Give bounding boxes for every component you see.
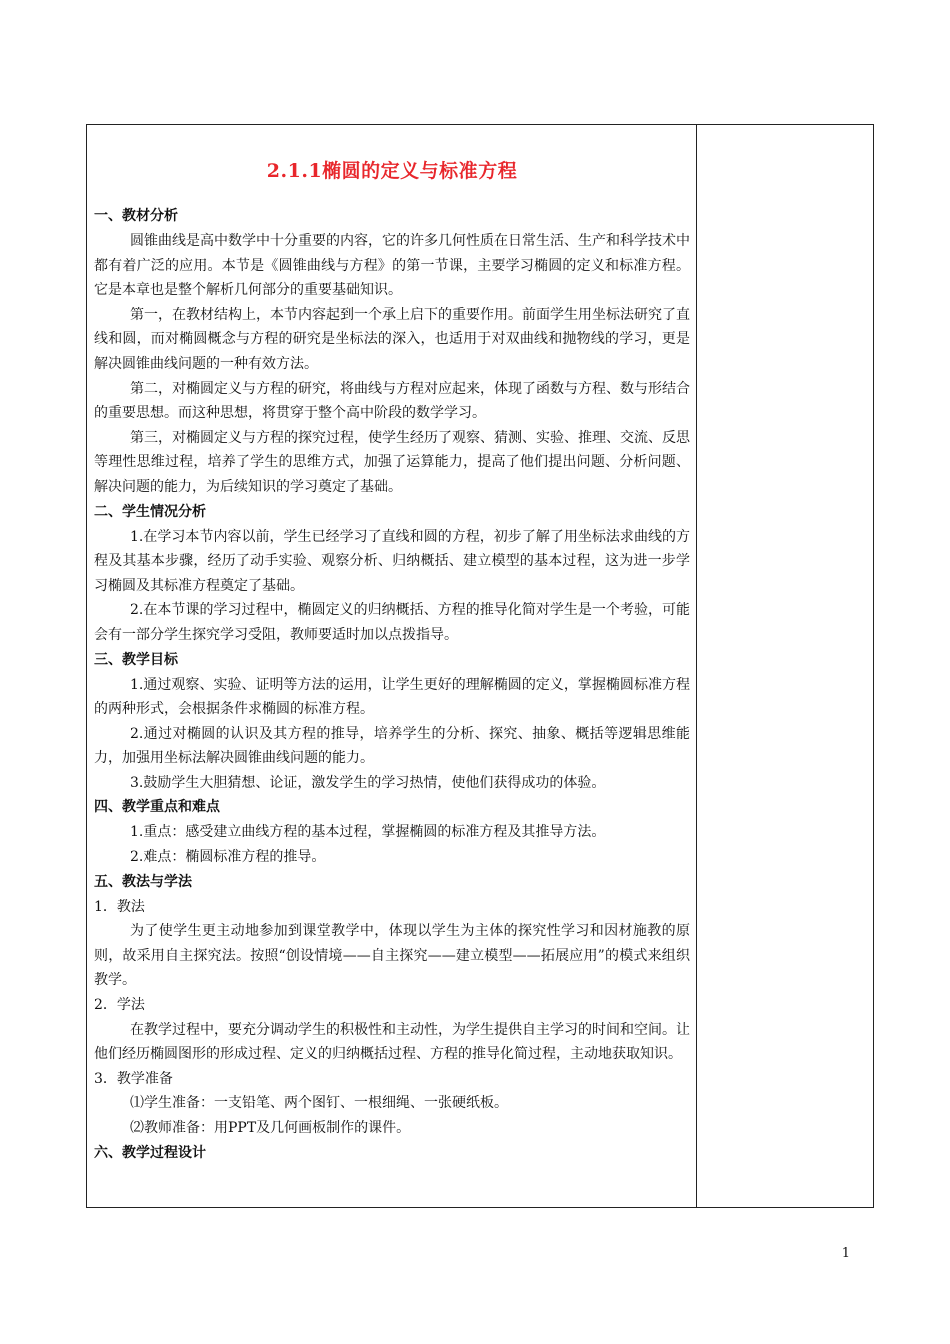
subheading: 2．学法 — [94, 997, 145, 1014]
main-cell — [94, 150, 690, 1166]
paragraph: 第三，对椭圆定义与方程的探究过程，使学生经历了观察、猜测、实验、推理、交流、反思等理性思维过程，培养了学生的思维方式，加强了运算能力，提高了他们提出问题、分析问题、解决问题的能力，为后续知识的学习奠定了基础。 — [94, 429, 690, 495]
subheading: 3．教学准备 — [94, 1070, 173, 1087]
column-divider — [696, 124, 697, 1208]
paragraph: 1.在学习本节内容以前，学生已经学习了直线和圆的方程，初步了解了用坐标法求曲线的方程及其基本步骤，经历了动手实验、观察分析、归纳概括、建立模型的基本过程，这为进一步学习椭圆及其标准方程奠定了基础。 — [94, 528, 690, 594]
paragraph: 3.鼓励学生大胆猜想、论证，激发学生的学习热情，使他们获得成功的体验。 — [130, 774, 606, 791]
section-heading-goals: 三、教学目标 — [94, 651, 178, 668]
paragraph: ⑵教师准备：用PPT及几何画板制作的课件。 — [130, 1120, 411, 1136]
section-heading-textbook: 一、教材分析 — [94, 208, 178, 224]
section-heading-students: 二、学生情况分析 — [94, 503, 206, 520]
paragraph: 在教学过程中，要充分调动学生的积极性和主动性，为学生提供自主学习的时间和空间。让他们经历椭圆图形的形成过程、定义的归纳概括过程、方程的推导化简过程，主动地获取知识。 — [94, 1021, 690, 1063]
paragraph: 2.难点：椭圆标准方程的推导。 — [130, 849, 326, 866]
paragraph: 圆锥曲线是高中数学中十分重要的内容，它的许多几何性质在日常生活、生产和科学技术中都有着广泛的应用。本节是《圆锥曲线与方程》的第一节课，主要学习椭圆的定义和标准方程。它是本章也是整个解析几何部分的重要基础知识。 — [94, 233, 690, 299]
paragraph: 2.在本节课的学习过程中，椭圆定义的归纳概括、方程的推导化简对学生是一个考验，可能会有一部分学生探究学习受阻，教师要适时加以点拨指导。 — [94, 602, 690, 643]
section-heading-methods: 五、教法与学法 — [94, 873, 192, 890]
paragraph: 第一，在教材结构上，本节内容起到一个承上启下的重要作用。前面学生用坐标法研究了直线和圆，而对椭圆概念与方程的研究是坐标法的深入，也适用于对双曲线和抛物线的学习，更是解决圆锥曲线问题的一种有效方法。 — [94, 306, 690, 372]
section-heading-process: 六、教学过程设计 — [94, 1144, 206, 1161]
paragraph: 为了使学生更主动地参加到课堂教学中，体现以学生为主体的探究性学习和因材施教的原则，故采用自主探究法。按照“创设情境——自主探究——建立模型——拓展应用”的模式来组织教学。 — [94, 923, 690, 989]
page-title: 2.1.1椭圆的定义与标准方程 — [266, 160, 518, 182]
paragraph: 2.通过对椭圆的认识及其方程的推导，培养学生的分析、探究、抽象、概括等逻辑思维能力，加强用坐标法解决圆锥曲线问题的能力。 — [94, 725, 690, 767]
paragraph: 第二，对椭圆定义与方程的研究，将曲线与方程对应起来，体现了函数与方程、数与形结合的重要思想。而这种思想，将贯穿于整个高中阶段的数学学习。 — [94, 380, 690, 422]
paragraph: 1.重点：感受建立曲线方程的基本过程，掌握椭圆的标准方程及其推导方法。 — [130, 824, 606, 841]
paragraph: ⑴学生准备：一支铅笔、两个图钉、一根细绳、一张硬纸板。 — [130, 1095, 508, 1112]
section-heading-key-points: 四、教学重点和难点 — [94, 799, 220, 816]
subheading: 1．教法 — [94, 898, 145, 915]
paragraph: 1.通过观察、实验、证明等方法的运用，让学生更好的理解椭圆的定义，掌握椭圆标准方程的两种形式，会根据条件求椭圆的标准方程。 — [94, 676, 690, 718]
page-number: 1 — [841, 1246, 850, 1261]
